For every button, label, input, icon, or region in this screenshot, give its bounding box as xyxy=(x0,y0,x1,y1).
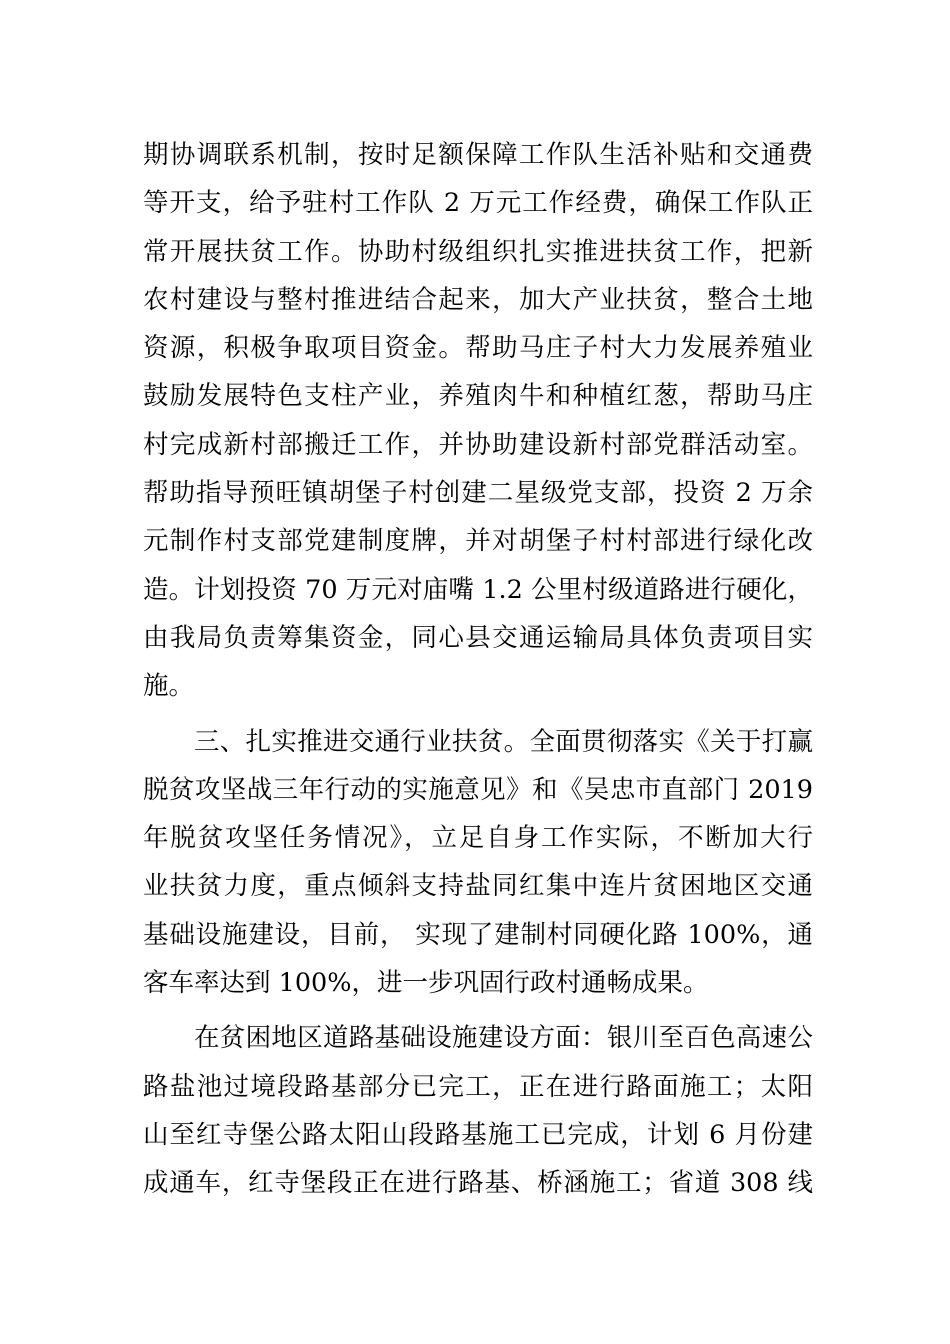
text-line: 基础设施建设，目前， 实现了建制村同硬化路 100%，通 xyxy=(143,919,813,950)
text-line: 村完成新村部搬迁工作，并协助建设新村部党群活动室。 xyxy=(143,429,813,460)
text-line: 三、扎实推进交通行业扶贫。全面贯彻落实《关于打赢 xyxy=(194,726,813,757)
text-line: 业扶贫力度，重点倾斜支持盐同红集中连片贫困地区交通 xyxy=(143,871,813,902)
text-line: 造。计划投资 70 万元对庙嘴 1.2 公里村级道路进行硬化， xyxy=(143,574,813,605)
text-line: 农村建设与整村推进结合起来，加大产业扶贫，整合土地 xyxy=(143,284,813,315)
text-line: 年脱贫攻坚任务情况》，立足自身工作实际，不断加大行 xyxy=(143,823,813,854)
text-line: 施。 xyxy=(143,671,195,702)
document-body xyxy=(143,131,813,1208)
text-line: 路盐池过境段路基部分已完工，正在进行路面施工；太阳 xyxy=(143,1071,813,1102)
text-line: 在贫困地区道路基础设施建设方面：银川至百色高速公 xyxy=(194,1023,813,1054)
paragraph-village-support xyxy=(143,131,813,711)
text-line: 帮助指导预旺镇胡堡子村创建二星级党支部，投资 2 万余 xyxy=(143,478,813,509)
text-line: 客车率达到 100%，进一步巩固行政村通畅成果。 xyxy=(143,968,709,999)
text-line: 资源，积极争取项目资金。帮助马庄子村大力发展养殖业 xyxy=(143,333,813,364)
text-line: 成通车，红寺堡段正在进行路基、桥涵施工；省道 308 线 xyxy=(143,1168,813,1199)
text-line: 元制作村支部党建制度牌，并对胡堡子村村部进行绿化改 xyxy=(143,526,813,557)
text-line: 常开展扶贫工作。协助村级组织扎实推进扶贫工作，把新 xyxy=(143,236,813,267)
paragraph-industry-poverty-alleviation xyxy=(143,718,813,1008)
text-line: 等开支，给予驻村工作队 2 万元工作经费，确保工作队正 xyxy=(143,188,813,219)
text-line: 山至红寺堡公路太阳山段路基施工已完成，计划 6 月份建 xyxy=(143,1119,813,1150)
paragraph-road-infrastructure xyxy=(143,1014,813,1207)
text-line: 鼓励发展特色支柱产业，养殖肉牛和种植红葱，帮助马庄 xyxy=(143,381,813,412)
text-line: 由我局负责筹集资金，同心县交通运输局具体负责项目实 xyxy=(143,622,813,653)
text-line: 期协调联系机制，按时足额保障工作队生活补贴和交通费 xyxy=(143,140,813,170)
text-line: 脱贫攻坚战三年行动的实施意见》和《吴忠市直部门 2019 xyxy=(143,774,813,805)
